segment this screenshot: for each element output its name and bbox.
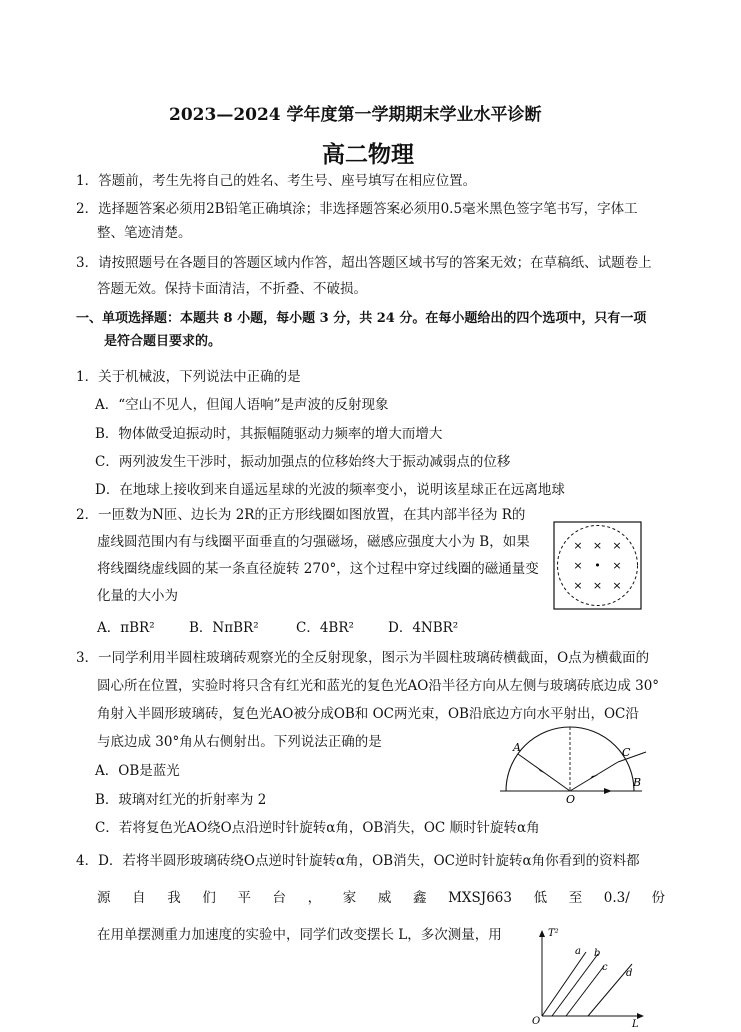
q1-stem: 1．关于机械波，下列说法中正确的是 [76, 369, 301, 385]
field-center-dot: • [594, 559, 601, 572]
source-note-char: 份 [651, 890, 665, 906]
q4-line-1: 在用单摆测重力加速度的实验中，同学们改变摆长 L，多次测量，用 [97, 927, 502, 943]
field-cross: × [612, 579, 622, 592]
source-note-char: 台 [272, 890, 287, 906]
instruction-1: 1．答题前，考生先将自己的姓名、考生号、座号填写在相应位置。 [76, 173, 477, 189]
line-c-label: c [602, 962, 608, 973]
field-cross: × [573, 579, 583, 592]
section-heading-cont: 是符合题目要求的。 [104, 334, 222, 349]
source-note-char: 我 [167, 890, 181, 906]
line-d-label: d [626, 968, 633, 979]
exam-title: 2023—2024 学年度第一学期期末学业水平诊断 [169, 105, 542, 125]
instruction-2-cont: 整、笔迹清楚。 [97, 225, 192, 241]
subject-title: 高二物理 [322, 141, 414, 168]
source-note-char: 平 [237, 890, 251, 906]
q3-option-c: C．若将复色光AO绕O点沿逆时针旋转α角，OB消失，OC 顺时针旋转α角 [95, 820, 540, 836]
y-axis-arrow [539, 930, 545, 937]
source-note-char: 鑫 [412, 890, 427, 906]
label-O: O [566, 793, 576, 806]
field-cross: × [573, 559, 583, 572]
line-b [552, 954, 598, 1016]
glass-brick-figure [478, 726, 658, 806]
q2-option-b: B．NπBR² [189, 620, 259, 636]
q1-option-d: D．在地球上接收到来自遥远星球的光波的频率变小，说明该星球正在远离地球 [95, 482, 565, 498]
source-note-char: 低 [533, 890, 548, 906]
q1-option-c: C．两列波发生干涉时，振动加强点的位移始终大于振动减弱点的位移 [95, 454, 511, 470]
q1-option-b: B．物体做受迫振动时，其振幅随驱动力频率的增大而增大 [95, 426, 443, 442]
instruction-3: 3．请按照题号在各题目的答题区域内作答，超出答题区域书写的答案无效；在草稿纸、试题卷上 [76, 255, 652, 271]
pendulum-graph [528, 924, 648, 1028]
line-a-label: a [575, 946, 581, 957]
q2-option-a: A．πBR² [97, 620, 155, 636]
source-note-price: 0.3/ [603, 890, 630, 906]
field-cross: × [592, 579, 603, 592]
field-cross: × [612, 559, 622, 572]
field-cross: × [612, 539, 622, 552]
q3-line-2: 圆心所在位置，实验时将只含有红光和蓝光的复色光AO沿半径方向从左侧与玻璃砖底边成 30° [97, 678, 660, 694]
source-note-code: MXSJ663 [448, 890, 512, 906]
q2-line-3: 将线圈绕虚线圆的某一条直径旋转 270°，这个过程中穿过线圈的磁通量变 [97, 561, 539, 577]
label-A: A [513, 741, 521, 754]
x-axis-label: L [632, 1019, 639, 1028]
ray-AO [518, 754, 570, 791]
source-note-char: 至 [568, 890, 583, 906]
source-note-char: 们 [202, 890, 216, 906]
q3-line-3: 角射入半圆形玻璃砖，复色光AO被分成OB和 OC两光束，OB沿底边方向水平射出，OC沿 [97, 706, 639, 722]
q3-line-4: 与底边成 30°角从右侧射出。下列说法正确的是 [97, 734, 382, 750]
label-B: B [633, 776, 642, 789]
q3-option-a: A．OB是蓝光 [95, 763, 180, 779]
q2-option-c: C．4BR² [296, 620, 354, 636]
q3-option-d: 4．D．若将半圆形玻璃砖绕O点逆时针旋转α角，OB消失，OC逆时针旋转α角你看到的资料都 [76, 853, 640, 869]
q2-option-d: D．4NBR² [388, 620, 459, 636]
y-axis-label: T² [548, 928, 559, 939]
line-a [542, 952, 586, 1016]
source-note-char: 自 [132, 890, 146, 906]
q2-line-4: 化量的大小为 [97, 588, 178, 604]
label-C: C [622, 746, 631, 759]
origin-label: O [532, 1016, 541, 1027]
coil-field-figure [553, 521, 643, 611]
field-cross: × [573, 539, 583, 552]
field-cross: × [592, 539, 603, 552]
source-note-char: 威 [377, 890, 392, 906]
source-note-char: ， [307, 890, 322, 906]
instruction-3-cont: 答题无效。保持卡面清洁，不折叠、不破损。 [97, 281, 367, 297]
arrow-OB [604, 788, 612, 794]
line-b-label: b [594, 948, 601, 959]
q3-option-b: B．玻璃对红光的折射率为 2 [95, 792, 267, 808]
instruction-2: 2．选择题答案必须用2B铅笔正确填涂；非选择题答案必须用0.5毫米黑色签字笔书写，字体工 [76, 201, 638, 217]
source-note-char: 源 [97, 890, 111, 906]
source-note-char: 家 [342, 890, 357, 906]
q2-line-1: 2．一匝数为N匝、边长为 2R的正方形线圈如图放置，在其内部半径为 R的 [76, 507, 526, 523]
q3-line-1: 3．一同学利用半圆柱玻璃砖观察光的全反射现象，图示为半圆柱玻璃砖横截面，O点为横截面的 [76, 650, 650, 666]
section-heading: 一、单项选择题：本题共 8 小题，每小题 3 分，共 24 分。在每小题给出的四个选项中，只有一项 [76, 311, 647, 326]
q1-option-a: A．“空山不见人，但闻人语响”是声波的反射现象 [95, 397, 389, 413]
source-note-line [97, 889, 665, 907]
q2-line-2: 虚线圆范围内有与线圈平面垂直的匀强磁场，磁感应强度大小为 B，如果 [97, 534, 530, 550]
